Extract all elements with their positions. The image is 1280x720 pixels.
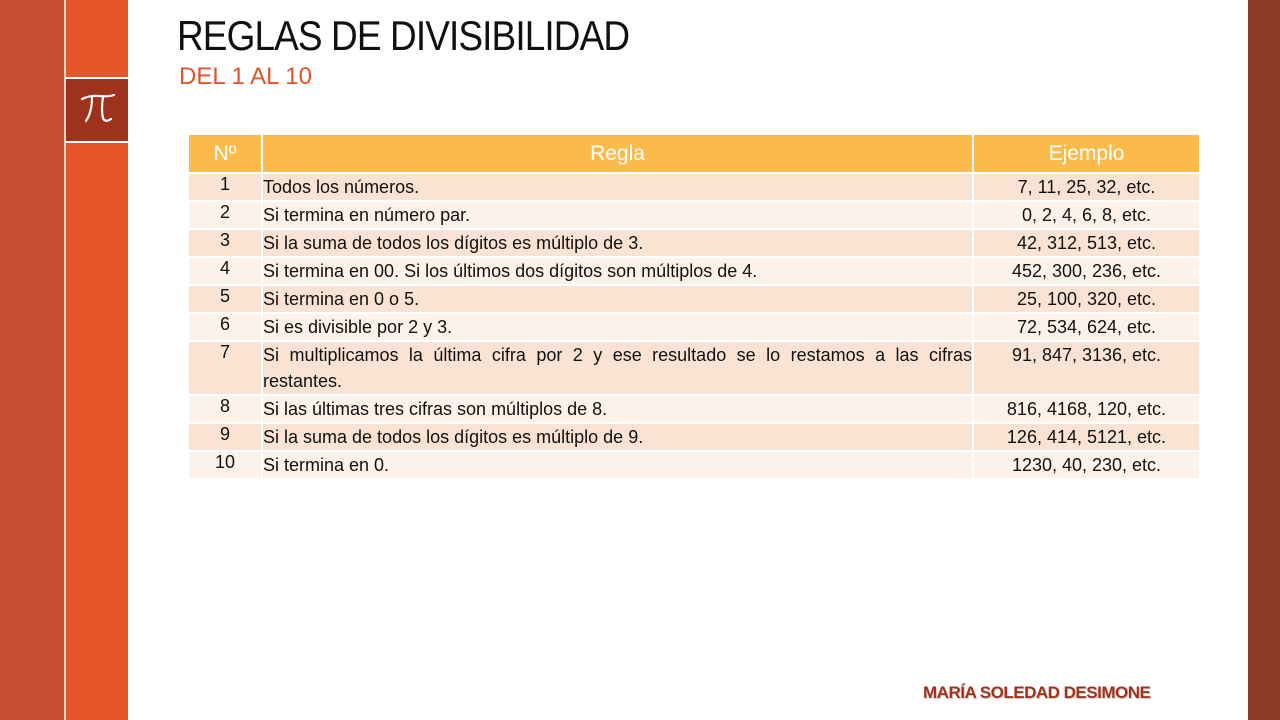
row-example: 0, 2, 4, 6, 8, etc.	[973, 201, 1200, 229]
row-number: 6	[188, 313, 262, 341]
row-rule: Si termina en 0 o 5.	[262, 285, 973, 313]
row-rule: Si termina en 0.	[262, 451, 973, 479]
row-number: 10	[188, 451, 262, 479]
row-rule: Si multiplicamos la última cifra por 2 y ese resultado se lo restamos a las cifras restantes.	[262, 341, 973, 395]
table-row	[188, 423, 1200, 451]
row-example: 1230, 40, 230, etc.	[973, 451, 1200, 479]
row-example: 25, 100, 320, etc.	[973, 285, 1200, 313]
row-rule: Si la suma de todos los dígitos es múltiplo de 9.	[262, 423, 973, 451]
row-example: 816, 4168, 120, etc.	[973, 395, 1200, 423]
row-number: 9	[188, 423, 262, 451]
row-number: 4	[188, 257, 262, 285]
row-example: 126, 414, 5121, etc.	[973, 423, 1200, 451]
row-rule: Todos los números.	[262, 173, 973, 201]
row-example: 72, 534, 624, etc.	[973, 313, 1200, 341]
logo-box	[66, 77, 128, 143]
row-number: 3	[188, 229, 262, 257]
row-example: 452, 300, 236, etc.	[973, 257, 1200, 285]
row-number: 1	[188, 173, 262, 201]
table-row	[188, 451, 1200, 479]
table-row	[188, 313, 1200, 341]
table-row	[188, 173, 1200, 201]
header-number: Nº	[188, 134, 262, 173]
table-row	[188, 395, 1200, 423]
slide-title: REGLAS DE DIVISIBILIDAD	[177, 12, 630, 59]
row-rule: Si termina en 00. Si los últimos dos dígitos son múltiplos de 4.	[262, 257, 973, 285]
header-rule: Regla	[262, 134, 973, 173]
row-rule: Si la suma de todos los dígitos es múltiplo de 3.	[262, 229, 973, 257]
table-row	[188, 341, 1200, 395]
row-example: 91, 847, 3136, etc.	[973, 341, 1200, 395]
table-row	[188, 201, 1200, 229]
table-row	[188, 285, 1200, 313]
right-decor-band	[1248, 0, 1280, 720]
row-example: 7, 11, 25, 32, etc.	[973, 173, 1200, 201]
row-number: 8	[188, 395, 262, 423]
table-header-row	[188, 134, 1200, 173]
row-number: 7	[188, 341, 262, 395]
row-rule: Si es divisible por 2 y 3.	[262, 313, 973, 341]
divisibility-table	[187, 133, 1201, 480]
table-row	[188, 257, 1200, 285]
row-rule: Si termina en número par.	[262, 201, 973, 229]
row-rule: Si las últimas tres cifras son múltiplos de 8.	[262, 395, 973, 423]
pi-icon	[77, 88, 117, 133]
row-number: 2	[188, 201, 262, 229]
slide-subtitle: DEL 1 AL 10	[179, 63, 312, 90]
author-name: MARÍA SOLEDAD DESIMONE	[923, 683, 1151, 702]
table-row	[188, 229, 1200, 257]
left-decor-band	[0, 0, 64, 720]
row-number: 5	[188, 285, 262, 313]
header-example: Ejemplo	[973, 134, 1200, 173]
row-example: 42, 312, 513, etc.	[973, 229, 1200, 257]
